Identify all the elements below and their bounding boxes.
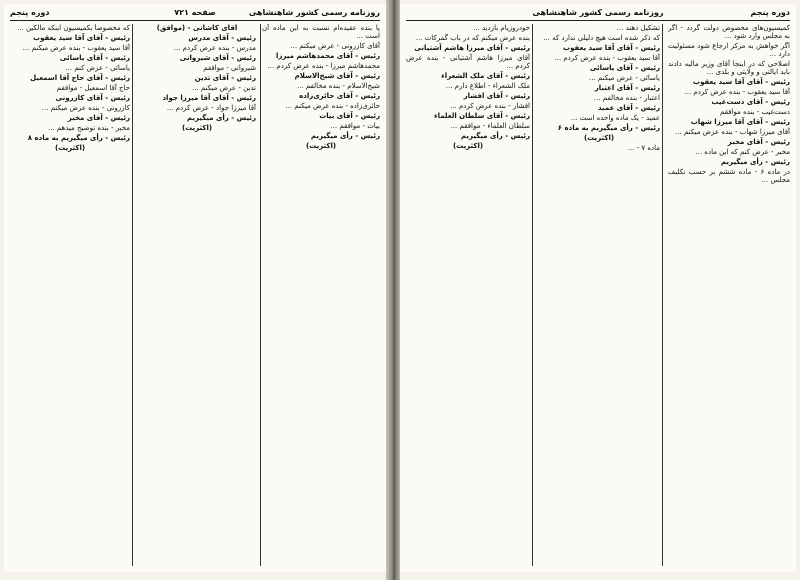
left-column-rule-2	[132, 24, 133, 566]
right-column-3	[406, 24, 530, 568]
paragraph: در ماده ۶ - ماده ششم بر حسب تکلیف مجلس ...	[668, 168, 790, 184]
paragraph: حائری‌زاده - بنده عرض میکنم ...	[285, 102, 380, 110]
paragraph: مخبر - بنده توضیح میدهم ...	[48, 124, 130, 132]
paragraph: رئیس - رأی میگیریم	[186, 114, 256, 122]
paragraph: (اکثریت)	[583, 134, 615, 142]
paragraph: رئیس - آقای یاسائی	[59, 54, 130, 62]
paragraph: رئیس - آقای حائری‌زاده	[299, 92, 380, 100]
paragraph: رئیس - آقای تدین	[194, 74, 256, 82]
right-header-title: روزنامه رسمی کشور شاهنشاهی	[532, 8, 664, 17]
paragraph: تدین - عرض میکنم ...	[191, 84, 256, 92]
paragraph: رئیس - آقای اعتبار	[594, 84, 660, 92]
right-page	[400, 4, 796, 572]
paragraph: رئیس - آقای کازرونی	[55, 94, 130, 102]
left-header-rule	[10, 20, 380, 21]
paragraph: رئیس - آقای آقا میرزا شهاب	[690, 118, 790, 126]
left-header-page-number: صفحه ۷۲۱	[174, 8, 216, 17]
left-column-2	[138, 24, 256, 568]
left-header-title: روزنامه رسمی کشور شاهنشاهی	[248, 8, 380, 17]
paragraph: رئیس - رأی میگیریم به ماده ۸	[27, 134, 130, 142]
paragraph: آقا سید یعقوب - بنده عرض میکنم ...	[22, 44, 130, 52]
paragraph: آقا سید یعقوب - بنده عرض کردم ...	[554, 54, 660, 62]
paragraph: رئیس - آقای آقا میرزا جواد	[162, 94, 256, 102]
paragraph: رئیس - آقای ملک الشعراء	[441, 72, 530, 80]
paragraph: رئیس - رأی میگیریم به ماده ۶	[557, 124, 660, 132]
paragraph: که مخصوصاً بکمیسیون اینکه مالکین ...	[17, 24, 130, 32]
paragraph: رئیس - آقای دست‌غیب	[711, 98, 790, 106]
paragraph: حاج آقا اسمعیل - موافقم	[56, 84, 130, 92]
paragraph: شیخ‌الاسلام - بنده مخالفم ...	[296, 82, 380, 90]
paragraph: (اکثریت)	[54, 144, 86, 152]
paragraph: رئیس - آقای مدرس	[188, 34, 256, 42]
paragraph: خودروزیام بازدید ...	[473, 24, 530, 32]
left-column-1	[262, 24, 380, 568]
paragraph: رئیس - آقای شیروانی	[179, 54, 256, 62]
paragraph: رئیس - آقای میرزا هاشم آشتیانی	[414, 44, 530, 52]
book-gutter	[386, 0, 400, 580]
paragraph: دست‌غیب - بنده موافقم	[720, 108, 790, 116]
paragraph: رئیس - آقای بیات	[319, 112, 380, 120]
paragraph: (اکثریت)	[452, 142, 484, 150]
paragraph: رئیس - آقای مخبر	[727, 138, 790, 146]
paragraph: یاسائی - عرض کنم ...	[65, 64, 130, 72]
paragraph: افشار - بنده عرض کردم ...	[450, 102, 530, 110]
paragraph: بیات - موافقم ...	[330, 122, 380, 130]
right-column-1	[668, 24, 790, 568]
paragraph: رئیس - آقای یاسائی	[589, 64, 660, 72]
paragraph: رئیس - آقای محمدهاشم میرزا	[275, 52, 380, 60]
paragraph: رئیس - رأی میگیریم	[310, 132, 380, 140]
paragraph: اعتبار - بنده مخالفم ...	[593, 94, 660, 102]
paragraph: محمدهاشم میرزا - بنده عرض کردم ...	[267, 62, 380, 70]
paragraph: رئیس - رأی میگیریم	[460, 132, 530, 140]
right-column-rule-1	[662, 24, 663, 566]
paragraph: رئیس - آقای شیخ‌الاسلام	[294, 72, 380, 80]
paragraph: پا بنده عقیده‌ام نسبت به این ماده آن است ...	[262, 24, 380, 40]
paragraph: آقای میرزا شهاب - بنده عرض میکنم ...	[675, 128, 790, 136]
paragraph: آقای کاشانی - (موافق)	[156, 24, 238, 32]
right-header-session: دوره پنجم	[750, 8, 790, 17]
paragraph: رئیس - آقای افشار	[463, 92, 530, 100]
paragraph: مدرس - بنده عرض کردم ...	[173, 44, 256, 52]
paragraph: رئیس - آقای آقا سید یعقوب	[563, 44, 660, 52]
left-page	[4, 4, 386, 572]
paragraph: کازرونی - بنده عرض میکنم ...	[41, 104, 130, 112]
paragraph: رئیس - آقای آقا سید یعقوب	[33, 34, 130, 42]
right-column-rule-2	[532, 24, 533, 566]
paragraph: (اکثریت)	[181, 124, 213, 132]
paragraph: رئیس - آقای حاج آقا اسمعیل	[30, 74, 130, 82]
paragraph: کمیسیون‌های مخصوص دولت گردد - اگر به مجلس وارد شود ...	[668, 24, 790, 40]
paragraph: سلطان العلماء - موافقم ...	[450, 122, 530, 130]
paragraph: رئیس - آقای سلطان العلماء	[434, 112, 530, 120]
right-column-2	[538, 24, 660, 568]
paragraph: رئیس - آقای مخبر	[67, 114, 130, 122]
paragraph: که ذکر شده است هیچ دلیلی ندارد که ...	[543, 34, 660, 42]
paragraph: اصلاحی که در اینجا آقای وزیر مالیه دادند باید ایالتی و ولایتی و بلدی ...	[668, 60, 790, 76]
paragraph: آقا سید یعقوب - بنده عرض کردم ...	[684, 88, 790, 96]
paragraph: آقای کازرونی - عرض میکنم ...	[290, 42, 380, 50]
paragraph: رئیس - آقای عمید	[597, 104, 660, 112]
paragraph: اگر خواهش به مرکز ارجاع شود مسئولیت دارد ...	[668, 42, 790, 58]
paragraph: رئیس - آقای آقا سید یعقوب	[693, 78, 790, 86]
paragraph: ملک الشعراء - اطلاع دارم ...	[445, 82, 530, 90]
paragraph: بنده عرض میکنم که در باب گمرکات ...	[415, 34, 530, 42]
right-page-header	[406, 6, 790, 20]
paragraph: ماده ۷ - ...	[627, 144, 660, 152]
paragraph: رئیس - رأی میگیریم	[720, 158, 790, 166]
paragraph: آقای میرزا هاشم آشتیانی - بنده عرض کردم ...	[406, 54, 530, 70]
left-column-rule-1	[260, 24, 261, 566]
paragraph: عمید - یک ماده واحده است ...	[570, 114, 660, 122]
paragraph: مخبر - عرض کنم که این ماده ...	[695, 148, 790, 156]
paragraph: تشکیل دهند ...	[616, 24, 660, 32]
paragraph: آقا میرزا جواد - عرض کردم ...	[166, 104, 256, 112]
paragraph: شیروانی - موافقم	[203, 64, 256, 72]
paragraph: (اکثریت)	[305, 142, 337, 150]
paragraph: یاسائی - عرض میکنم ...	[589, 74, 660, 82]
left-header-session: دوره پنجم	[10, 8, 50, 17]
right-header-rule	[406, 20, 790, 21]
left-column-3	[10, 24, 130, 568]
left-page-header	[10, 6, 380, 20]
